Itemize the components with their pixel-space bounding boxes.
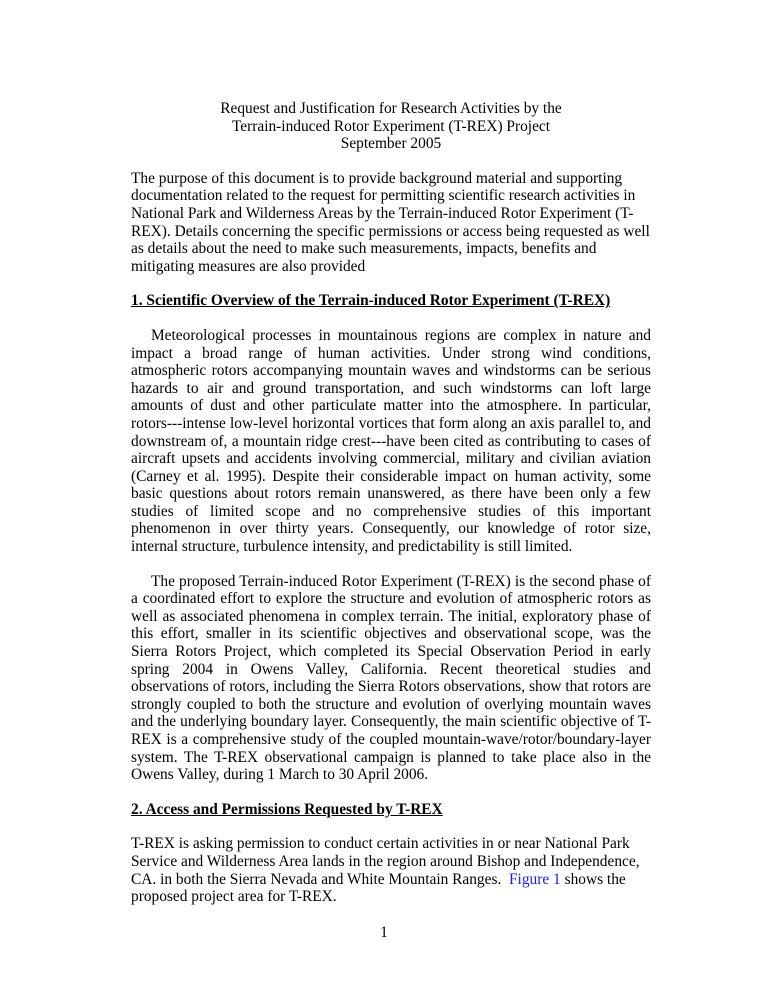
title-date: September 2005 [340,135,442,153]
page-number: 1 [380,924,388,941]
section-2-text-after-link: shows the proposed project area for T-REX. [131,870,626,906]
title-line-1: Request and Justification for Research Activities by the [220,100,562,117]
section-1-heading: 1. Scientific Overview of the Terrain-induced Rotor Experiment (T-REX) [131,292,611,310]
document-title [131,100,651,153]
figure-1-link[interactable]: Figure 1 [509,870,561,888]
section-1-paragraph-2: The proposed Terrain-induced Rotor Experiment (T-REX) is the second phase of a coordinated effort to explore the structure and evolution of atmospheric rotors as well as associated phenomena in complex terrain. The initial, exploratory phase of this effort, smaller in its scientific objectives and observational scope, was the Sierra Rotors Project, which completed its Special Observation Period in early spring 2004 in Owens Valley, California. Recent theoretical studies and observations of rotors, including the Sierra Rotors observations, show that rotors are strongly coupled to both the structure and evolution of overlying mountain waves and the underlying boundary layer. Consequently, the main scientific objective of T-REX is a comprehensive study of the coupled mountain-wave/rotor/boundary-layer system. The T-REX observational campaign is planned to take place also in the Owens Valley, during 1 March to 30 April 2006. [131,572,651,784]
section-2-heading: 2. Access and Permissions Requested by T-REX [131,800,443,818]
document-body [131,100,651,906]
section-2-text-before-link: T-REX is asking permission to conduct certain activities in or near National Park Service and Wilderness Area lands in the region around Bishop and Independence, CA. in both the Sierra Nevada and White Mountain Ranges. [131,835,640,888]
intro-paragraph: The purpose of this document is to provide background material and supporting documentation related to the request for permitting scientific research activities in National Park and Wilderness Areas by the Terrain-induced Rotor Experiment (T-REX). Details concerning the specific permissions or access being requested as well as details about the need to make such measurements, impacts, benefits and mitigating measures are also provided [131,169,650,275]
section-2-paragraph [131,835,651,905]
title-line-2: Terrain-induced Rotor Experiment (T-REX) Project [231,117,551,135]
section-1-paragraph-1: Meteorological processes in mountainous regions are complex in nature and impact a broad range of human activities. Under strong wind conditions, atmospheric rotors accompanying mountain waves and windstorms can be serious hazards to air and ground transportation, and such windstorms can loft large amounts of dust and other particulate matter into the atmosphere. In particular, rotors---intense low-level horizontal vortices that form along an axis parallel to, and downstream of, a mountain ridge crest---have been cited as contributing to cases of aircraft upsets and accidents involving commercial, military and civilian aviation (Carney et al. 1995). Despite their considerable impact on human activity, some basic questions about rotors remain unanswered, as there have been only a few studies of limited scope and no comprehensive studies of this important phenomenon in over thirty years. Consequently, our knowledge of rotor size, internal structure, turbulence intensity, and predictability is still limited. [131,326,651,556]
